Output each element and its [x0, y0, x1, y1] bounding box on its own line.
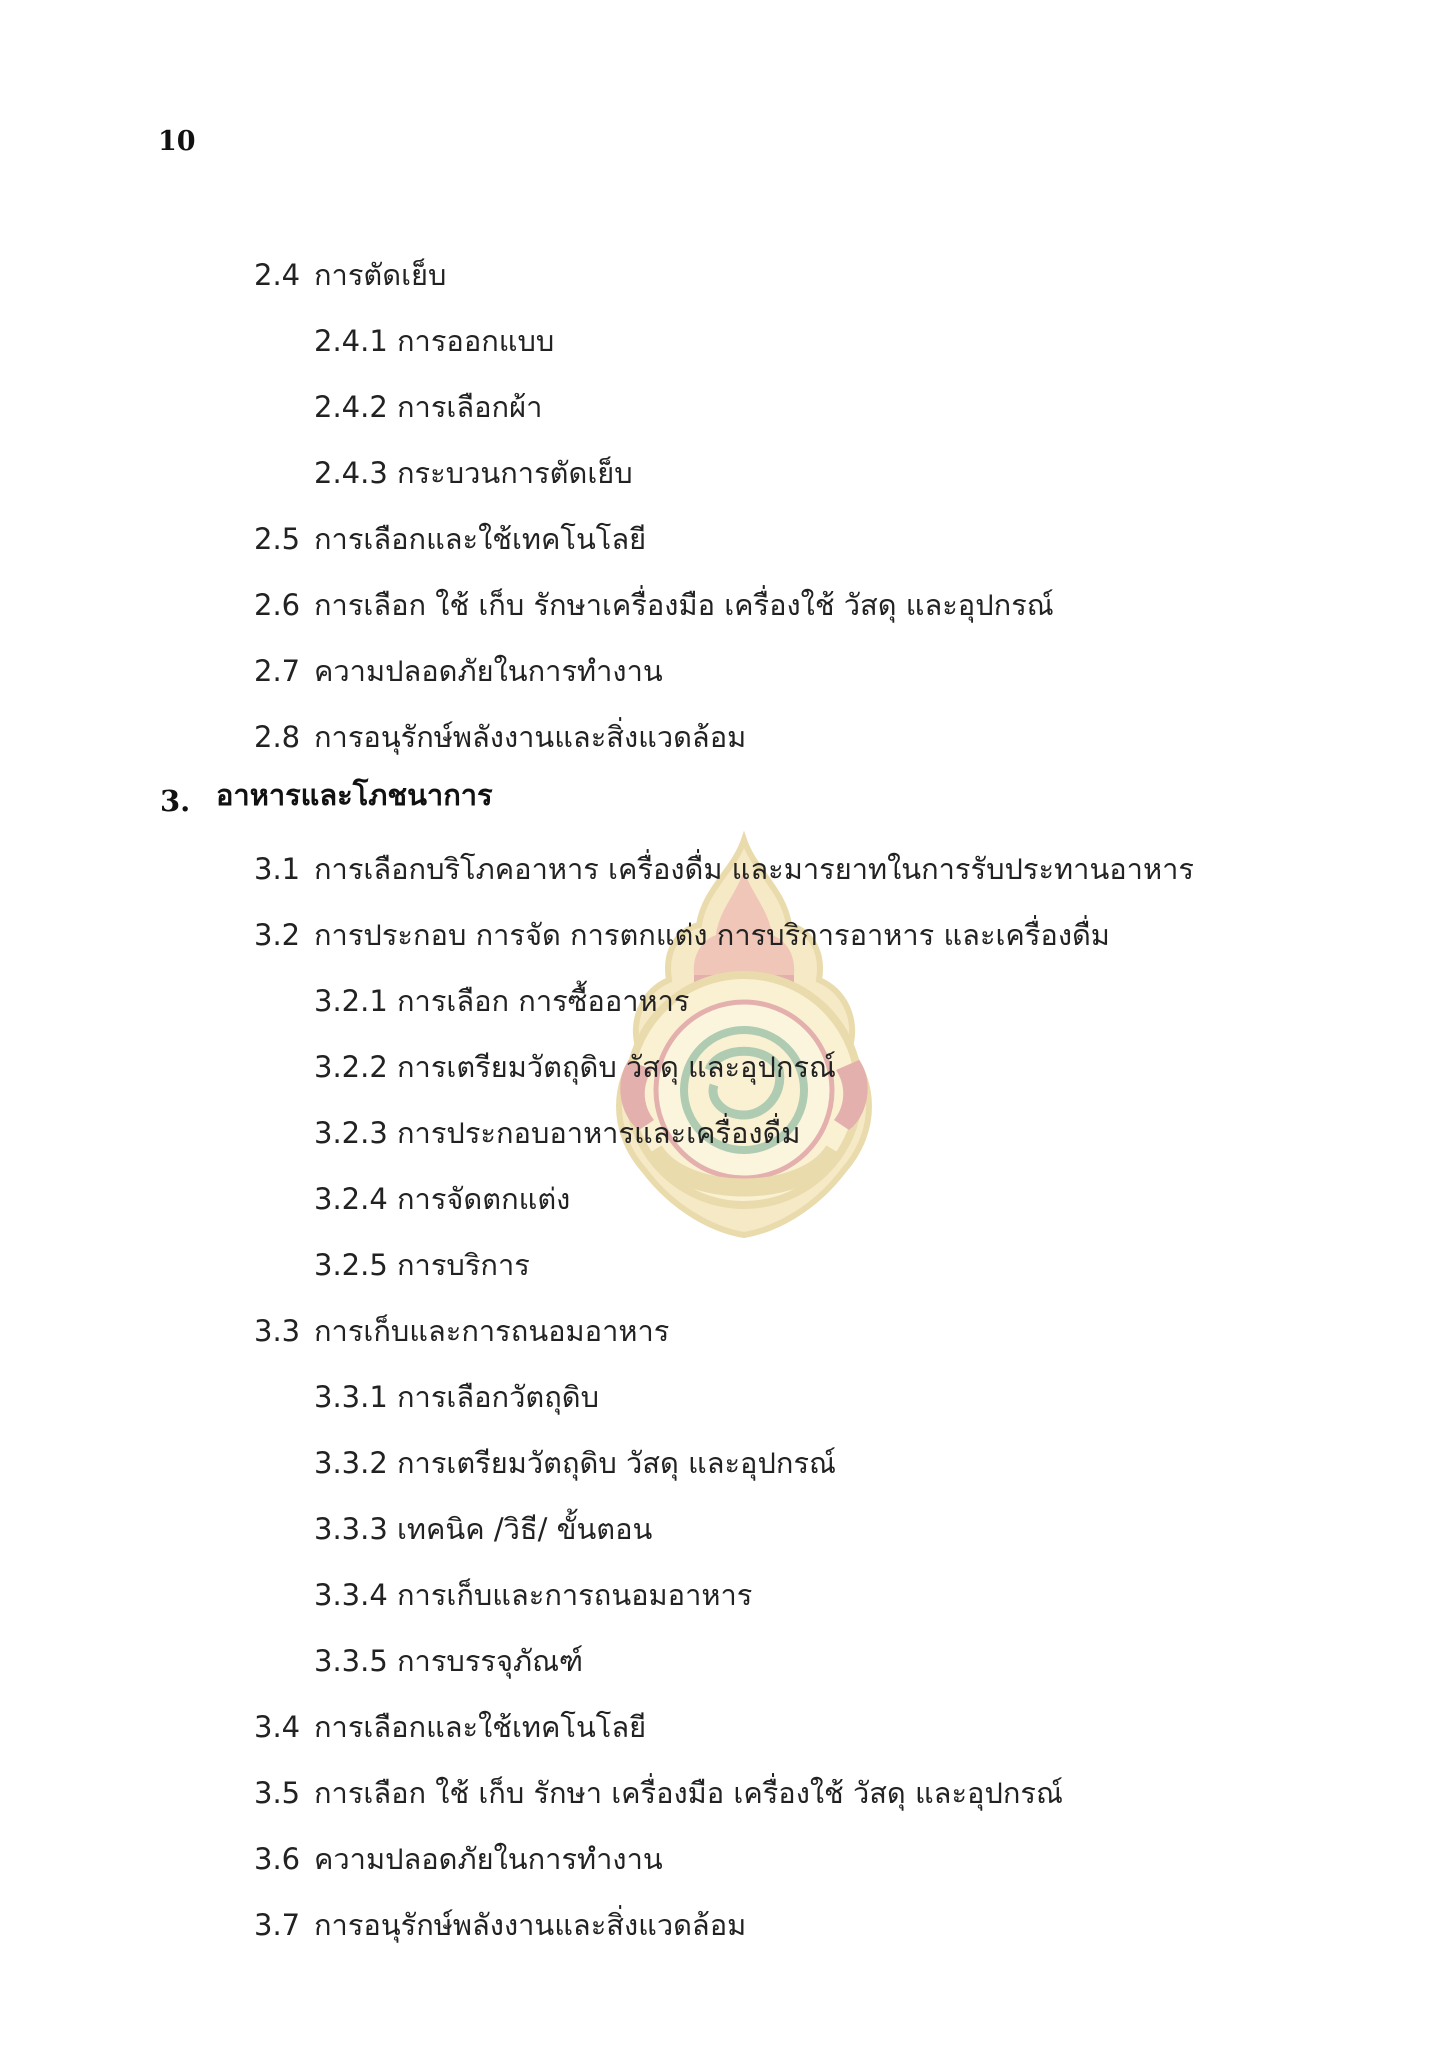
heading-text: อาหารและโภชนาการ: [216, 778, 493, 812]
section-text: การอนุรักษ์พลังงานและสิ่งแวดล้อม: [314, 1908, 747, 1942]
list-item: [254, 1708, 646, 1742]
section-text: การเลือกบริโภคอาหาร เครื่องดื่ม และมารยาทในการรับประทานอาหาร: [314, 852, 1194, 886]
section-text: การเลือกและใช้เทคโนโลยี: [314, 1710, 647, 1744]
section-text: การออกแบบ: [397, 324, 555, 358]
list-item: [314, 1642, 583, 1676]
list-item: [314, 1378, 599, 1412]
list-item: [314, 388, 542, 422]
section-number: 3.3.4: [314, 1578, 388, 1612]
section-number: 3.2.3: [314, 1116, 388, 1150]
section-number: 2.4.3: [314, 456, 388, 490]
section-number: 2.8: [254, 720, 301, 754]
list-item: [314, 982, 690, 1016]
section-number: 3.2.4: [314, 1182, 388, 1216]
section-text: ความปลอดภัยในการทำงาน: [314, 654, 663, 688]
list-item: [314, 1510, 652, 1544]
list-item: [314, 322, 554, 356]
section-text: การบรรจุภัณฑ์: [397, 1644, 584, 1678]
seal-watermark-icon: [584, 830, 904, 1250]
section-text: การประกอบอาหารและเครื่องดื่ม: [397, 1116, 801, 1150]
list-item: [254, 1774, 1063, 1808]
section-text: การเก็บและการถนอมอาหาร: [314, 1314, 670, 1348]
section-text: การบริการ: [397, 1248, 530, 1282]
heading-number: 3.: [160, 784, 191, 818]
list-item: [314, 454, 633, 488]
section-number: 3.7: [254, 1908, 301, 1942]
section-text: การเลือกผ้า: [397, 390, 543, 424]
section-text: การเลือก ใช้ เก็บ รักษาเครื่องมือ เครื่องใช้ วัสดุ และอุปกรณ์: [314, 588, 1054, 622]
section-text: เทคนิค /วิธี/ ขั้นตอน: [397, 1512, 653, 1546]
section-text: ความปลอดภัยในการทำงาน: [314, 1842, 663, 1876]
list-item: [254, 718, 746, 752]
section-number: 3.4: [254, 1710, 301, 1744]
list-item: [254, 1840, 663, 1874]
list-item: [254, 850, 1194, 884]
section-number: 3.5: [254, 1776, 301, 1810]
section-text: การจัดตกแต่ง: [397, 1182, 571, 1216]
list-item: [254, 652, 663, 686]
list-item: [254, 916, 1110, 950]
section-number: 2.7: [254, 654, 301, 688]
section-text: การประกอบ การจัด การตกแต่ง การบริการอาหาร และเครื่องดื่ม: [314, 918, 1110, 952]
section-number: 2.6: [254, 588, 301, 622]
section-text: การเลือก การซื้ออาหาร: [397, 984, 690, 1018]
list-item: [314, 1180, 570, 1214]
section-number: 3.2: [254, 918, 301, 952]
list-item: [314, 1114, 801, 1148]
section-text: การเลือกและใช้เทคโนโลยี: [314, 522, 647, 556]
section-number: 2.4.1: [314, 324, 388, 358]
section-number: 3.3.2: [314, 1446, 388, 1480]
section-text: การเตรียมวัตถุดิบ วัสดุ และอุปกรณ์: [397, 1446, 836, 1480]
list-item: [314, 1576, 752, 1610]
section-number: 2.5: [254, 522, 301, 556]
list-item: [314, 1444, 836, 1478]
section-number: 3.2.5: [314, 1248, 388, 1282]
section-number: 3.3.1: [314, 1380, 388, 1414]
list-item: [254, 256, 446, 290]
section-text: การเลือก ใช้ เก็บ รักษา เครื่องมือ เครื่องใช้ วัสดุ และอุปกรณ์: [314, 1776, 1063, 1810]
list-item: [254, 1906, 746, 1940]
section-number: 3.3: [254, 1314, 301, 1348]
section-text: การเตรียมวัตถุดิบ วัสดุ และอุปกรณ์: [397, 1050, 836, 1084]
list-item: [254, 520, 646, 554]
section-number: 3.3.5: [314, 1644, 388, 1678]
section-number: 3.2.1: [314, 984, 388, 1018]
list-item: [254, 586, 1054, 620]
section-number: 2.4.2: [314, 390, 388, 424]
section-number: 3.3.3: [314, 1512, 388, 1546]
section-text: การเลือกวัตถุดิบ: [397, 1380, 599, 1414]
section-text: การอนุรักษ์พลังงานและสิ่งแวดล้อม: [314, 720, 747, 754]
page-number: 10: [158, 126, 196, 157]
list-item: [314, 1246, 530, 1280]
section-heading: [160, 778, 493, 818]
section-number: 3.2.2: [314, 1050, 388, 1084]
list-item: [314, 1048, 836, 1082]
list-item: [254, 1312, 669, 1346]
section-number: 2.4: [254, 258, 301, 292]
section-text: กระบวนการตัดเย็บ: [397, 456, 633, 490]
section-number: 3.1: [254, 852, 301, 886]
section-number: 3.6: [254, 1842, 301, 1876]
section-text: การตัดเย็บ: [314, 258, 447, 292]
section-text: การเก็บและการถนอมอาหาร: [397, 1578, 753, 1612]
